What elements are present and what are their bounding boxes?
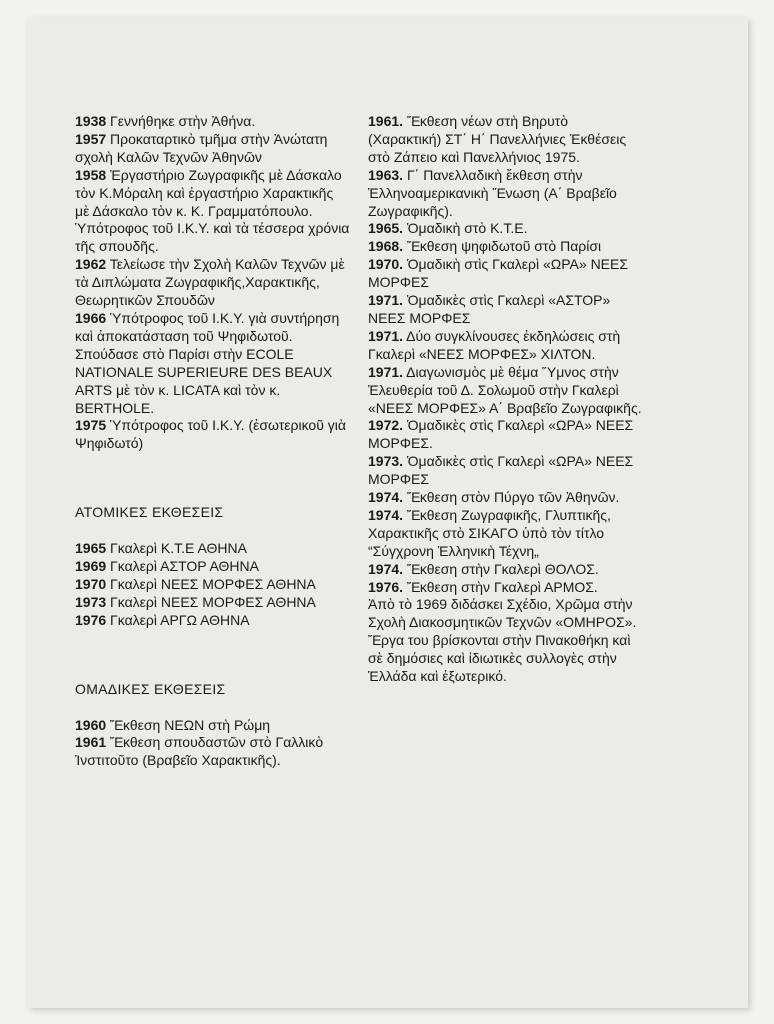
solo-entry — [75, 558, 350, 576]
entry-year: 1965. — [368, 220, 404, 237]
entry-year: 1976 — [75, 611, 107, 628]
entry-year: 1960 — [75, 716, 107, 733]
bio-entry — [75, 417, 350, 453]
group-entry — [368, 489, 643, 507]
entry-year: 1973 — [75, 593, 107, 610]
group-entry — [368, 167, 643, 221]
biography-list — [75, 113, 350, 453]
entry-text: Ὁμαδικὲς στὶς Γκαλερὶ «ΩΡΑ» ΝΕΕΣ ΜΟΡΦΕΣ. — [368, 417, 634, 452]
entry-year: 1938 — [75, 113, 107, 129]
entry-year: 1974. — [368, 489, 404, 506]
entry-text: Ἔκθεση ψηφιδωτοῦ στὸ Παρίσι — [406, 238, 602, 255]
group-entry — [75, 717, 350, 735]
entry-text: Ὑπότροφος τοῦ Ι.Κ.Υ. (ἐσωτερικοῦ γιὰ Ψηφιδωτό) — [75, 417, 346, 452]
entry-year: 1974. — [368, 560, 404, 577]
group-entry — [368, 256, 643, 292]
group-entry — [368, 453, 643, 489]
entry-text: Προκαταρτικὸ τμῆμα στὴν Ἀνώτατη σχολὴ Καλῶν Τεχνῶν Ἀθηνῶν — [75, 130, 328, 165]
entry-year: 1961 — [75, 734, 107, 751]
closing-paragraph: Ἀπὸ τὸ 1969 διδάσκει Σχέδιο, Χρῶμα στὴν Σχολὴ Διακοσμητικῶν Τεχνῶν «ΟΜΗΡΟΣ». Ἔργα του βρίσκονται στὴν Πινακοθήκη καὶ σὲ δημόσιες καὶ ἰδιωτικὲς συλλογὲς στὴν Ἑλλάδα καὶ ἐξωτερικό. — [368, 596, 637, 685]
group-exhibitions-continued — [368, 113, 643, 596]
entry-text: Ὑπότροφος τοῦ Ι.Κ.Υ. γιὰ συντήρηση καὶ ἀποκατάσταση τοῦ Ψηφιδωτοῦ. Σπούδασε στὸ Παρίσι στὴν ECOLE NATIONALE SUPERIEURE DES BEAUX ARTS μὲ τὸν κ. LICATA καὶ τὸν κ. BERTHOLE. — [75, 309, 340, 416]
entry-year: 1957 — [75, 130, 107, 147]
entry-text: Γκαλερὶ ΑΣΤΟΡ ΑΘΗΝΑ — [110, 558, 259, 575]
solo-entry — [75, 594, 350, 612]
bio-entry — [75, 167, 350, 257]
entry-text: Γκαλερὶ ΝΕΕΣ ΜΟΡΦΕΣ ΑΘΗΝΑ — [110, 575, 316, 592]
entry-text: Γκαλερὶ ΑΡΓΩ ΑΘΗΝΑ — [110, 611, 250, 628]
group-entry — [368, 220, 643, 238]
solo-exhibitions-heading: ΑΤΟΜΙΚΕΣ ΕΚΘΕΣΕΙΣ — [75, 504, 224, 521]
entry-text: Ἔκθεση στὸν Πύργο τῶν Ἀθηνῶν. — [406, 489, 620, 506]
entry-year: 1963. — [368, 166, 404, 183]
entry-year: 1974. — [368, 506, 404, 523]
entry-year: 1966 — [75, 309, 107, 326]
solo-entry — [75, 576, 350, 594]
entry-text: Ἔκθεση στὴν Γκαλερὶ ΑΡΜΟΣ. — [406, 578, 598, 595]
group-entry — [368, 113, 643, 167]
group-exhibitions-heading: ΟΜΑΔΙΚΕΣ ΕΚΘΕΣΕΙΣ — [75, 680, 226, 697]
bio-entry — [75, 131, 350, 167]
entry-year: 1973. — [368, 453, 404, 470]
entry-text: Ὁμαδικὴ στὶς Γκαλερὶ «ΩΡΑ» ΝΕΕΣ ΜΟΡΦΕΣ — [368, 256, 629, 291]
entry-year: 1976. — [368, 578, 404, 595]
entry-year: 1958 — [75, 166, 107, 183]
group-entry — [368, 364, 643, 418]
entry-year: 1965 — [75, 540, 107, 557]
solo-entry — [75, 612, 350, 630]
entry-year: 1962 — [75, 256, 107, 273]
group-entry — [368, 328, 643, 364]
group-entry — [368, 579, 643, 597]
group-entry — [368, 507, 643, 561]
entry-year: 1969 — [75, 558, 107, 575]
entry-year: 1971. — [368, 292, 404, 309]
entry-text: Ἔκθεση στὴν Γκαλερὶ ΘΟΛΟΣ. — [406, 560, 599, 577]
bio-entry — [75, 256, 350, 310]
entry-year: 1975 — [75, 417, 107, 434]
entry-year: 1961. — [368, 113, 404, 129]
right-column — [368, 113, 643, 686]
solo-entry — [75, 540, 350, 558]
entry-text: Ἐργαστήριο Ζωγραφικῆς μὲ Δάσκαλο τὸν Κ.Μόραλη καὶ ἐργαστήριο Χαρακτικῆς μὲ Δάσκαλο τὸν κ. Κ. Γραμματόπουλο. Ὑπότροφος τοῦ Ι.Κ.Υ. καὶ τὰ τέσσερα χρόνια τῆς σπουδῆς. — [75, 166, 350, 255]
bio-entry — [75, 113, 350, 131]
entry-text: Ἔκθεση νέων στὴ Βηρυτὸ (Χαρακτική) ΣΤ΄ Η΄ Πανελλήνιες Ἐκθέσεις στὸ Ζάπειο καὶ Πανελλήνιος 1975. — [368, 113, 627, 165]
entry-text: Ἔκθεση Ζωγραφικῆς, Γλυπτικῆς, Χαρακτικῆς στὸ ΣΙΚΑΓΟ ὑπὸ τὸν τίτλο “Σύγχρονη Ἑλληνικὴ Τέχνη„ — [368, 506, 611, 559]
entry-text: Ἔκθεση ΝΕΩΝ στὴ Ρώμη — [110, 716, 271, 733]
entry-text: Διαγωνισμὸς μὲ θέμα Ὕμνος στὴν Ἐλευθερία τοῦ Δ. Σολωμοῦ στὴν Γκαλερὶ «ΝΕΕΣ ΜΟΡΦΕΣ» Α΄ Βραβεῖο Ζωγραφικῆς. — [368, 363, 642, 416]
entry-text: Γ΄ Πανελλαδικὴ ἔκθεση στὴν Ἑλληνοαμερικανικὴ Ἕνωση (Α΄ Βραβεῖο Ζωγραφικῆς). — [368, 166, 617, 219]
entry-text: Γκαλερὶ Κ.Τ.Ε ΑΘΗΝΑ — [110, 540, 247, 557]
group-entry — [368, 417, 643, 453]
solo-exhibitions-list — [75, 540, 350, 630]
group-entry — [368, 238, 643, 256]
group-entry — [368, 292, 643, 328]
document-page — [28, 18, 748, 1008]
group-exhibitions-list — [75, 717, 350, 771]
bio-entry — [75, 310, 350, 417]
left-column — [75, 113, 350, 770]
entry-text: Ὁμαδικὴ στὸ Κ.Τ.Ε. — [406, 220, 528, 237]
entry-text: Γκαλερὶ ΝΕΕΣ ΜΟΡΦΕΣ ΑΘΗΝΑ — [110, 593, 316, 610]
entry-text: Τελείωσε τὴν Σχολὴ Καλῶν Τεχνῶν μὲ τὰ Διπλώματα Ζωγραφικῆς,Χαρακτικῆς, Θεωρητικῶν Σπουδῶν — [75, 256, 345, 309]
entry-year: 1972. — [368, 417, 404, 434]
entry-year: 1970 — [75, 575, 107, 592]
entry-year: 1971. — [368, 363, 404, 380]
entry-year: 1968. — [368, 238, 404, 255]
entry-text: Ὁμαδικὲς στὶς Γκαλερὶ «ΩΡΑ» ΝΕΕΣ ΜΟΡΦΕΣ — [368, 453, 634, 488]
group-entry — [75, 734, 350, 770]
entry-text: Γεννήθηκε στὴν Ἀθήνα. — [110, 113, 256, 129]
entry-text: Ὁμαδικὲς στὶς Γκαλερὶ «ΑΣΤΟΡ» ΝΕΕΣ ΜΟΡΦΕΣ — [368, 292, 611, 326]
entry-text: Δύο συγκλίνουσες ἐκδηλώσεις στὴ Γκαλερὶ «ΝΕΕΣ ΜΟΡΦΕΣ» ΧΙΛΤΟΝ. — [368, 327, 621, 362]
entry-year: 1971. — [368, 327, 404, 344]
entry-year: 1970. — [368, 256, 404, 273]
group-entry — [368, 561, 643, 579]
entry-text: Ἔκθεση σπουδαστῶν στὸ Γαλλικὸ Ἰνστιτοῦτο (Βραβεῖο Χαρακτικῆς). — [75, 734, 324, 769]
